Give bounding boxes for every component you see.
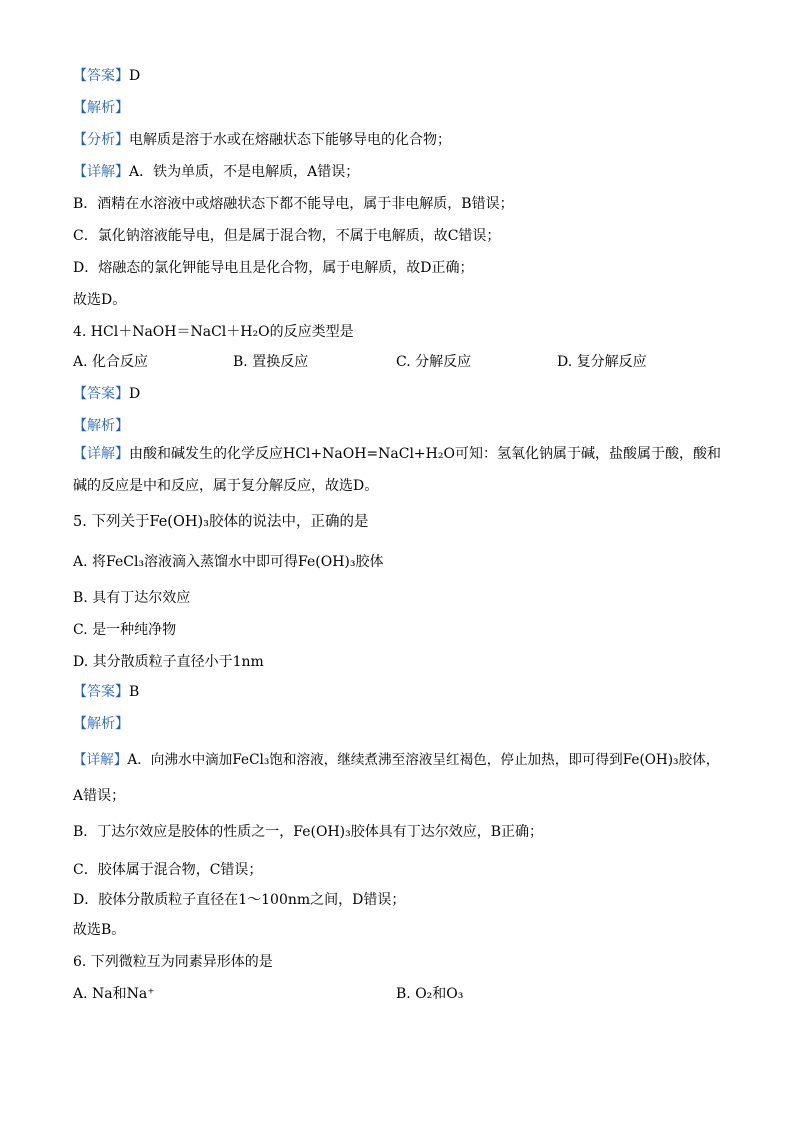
q5-option-d: D. 其分散质粒子直径小于1nm [73, 654, 264, 670]
q6-option-b: B. O₂和O₃ [396, 986, 464, 1002]
q5-analysis-heading [73, 714, 754, 734]
q6-option-a: A. Na和Na⁺ [73, 986, 155, 1002]
answer-value: B [129, 684, 140, 700]
answer-tag: 【答案】 [73, 386, 129, 402]
q5-detail-b: B．丁达尔效应是胶体的性质之一，Fe(OH)₃胶体具有丁达尔效应，B正确； [73, 824, 544, 840]
q3-conclusion: 故选D。 [73, 292, 127, 308]
q5-detail-c: C．胶体属于混合物，C错误； [73, 862, 263, 878]
fenxi-text: 电解质是溶于水或在熔融状态下能够导电的化合物； [129, 132, 451, 148]
q5-stem: 5. 下列关于Fe(OH)₃胶体的说法中，正确的是 [73, 514, 369, 530]
q4-analysis-heading [73, 416, 754, 436]
q3-analysis-heading [73, 98, 754, 118]
q6-stem: 6. 下列微粒互为同素异形体的是 [73, 954, 273, 970]
q4-option-b: B. 置换反应 [233, 354, 309, 370]
detail-text: A．铁为单质，不是电解质，A错误； [129, 164, 360, 180]
answer-tag: 【答案】 [73, 68, 129, 84]
analysis-tag: 【解析】 [73, 100, 129, 116]
q4-option-a: A. 化合反应 [73, 354, 149, 370]
q4-answer-line [73, 384, 754, 404]
answer-value: D [129, 68, 141, 84]
q4-stem: 4. HCl＋NaOH＝NaCl＋H₂O的反应类型是 [73, 324, 354, 340]
answer-value: D [129, 386, 141, 402]
detail-tag: 【详解】 [73, 446, 129, 462]
q5-detail-a [73, 750, 754, 770]
q5-conclusion: 故选B。 [73, 922, 126, 938]
analysis-tag: 【解析】 [73, 418, 129, 434]
q5-option-c: C. 是一种纯净物 [73, 622, 177, 638]
detail-tag: 【详解】 [73, 752, 128, 768]
q5-option-a: A. 将FeCl₃溶液滴入蒸馏水中即可得Fe(OH)₃胶体 [73, 554, 384, 570]
q4-option-c: C. 分解反应 [396, 354, 472, 370]
q3-answer-line [73, 66, 754, 86]
q3-detail-d: D．熔融态的氯化钾能导电且是化合物，属于电解质，故D正确； [73, 260, 474, 276]
q5-option-b: B. 具有丁达尔效应 [73, 590, 191, 606]
q5-detail-a-cont: A错误； [73, 788, 126, 804]
fenxi-tag: 【分析】 [73, 132, 129, 148]
detail-text: 由酸和碱发生的化学反应HCl+NaOH=NaCl+H₂O可知：氢氧化钠属于碱，盐酸属于酸，酸和碱的反应是中和反应，属于复分解反应，故选D。 [73, 446, 721, 494]
q3-detail-b: B．酒精在水溶液中或熔融状态下都不能导电，属于非电解质，B错误； [73, 196, 514, 212]
detail-tag: 【详解】 [73, 164, 129, 180]
analysis-tag: 【解析】 [73, 716, 129, 732]
q3-fenxi-line [73, 130, 754, 150]
answer-tag: 【答案】 [73, 684, 129, 700]
q3-detail-c: C．氯化钠溶液能导电，但是属于混合物，不属于电解质，故C错误； [73, 228, 501, 244]
q5-answer-line [73, 682, 754, 702]
q4-detail [73, 438, 723, 502]
q5-detail-d: D．胶体分散质粒子直径在1～100nm之间，D错误； [73, 892, 406, 908]
q4-option-d: D. 复分解反应 [557, 354, 647, 370]
q3-detail-a [73, 162, 754, 182]
detail-text: A．向沸水中滴加FeCl₃饱和溶液，继续煮沸至溶液呈红褐色，停止加热，即可得到Fe(OH)₃胶体， [127, 752, 720, 768]
